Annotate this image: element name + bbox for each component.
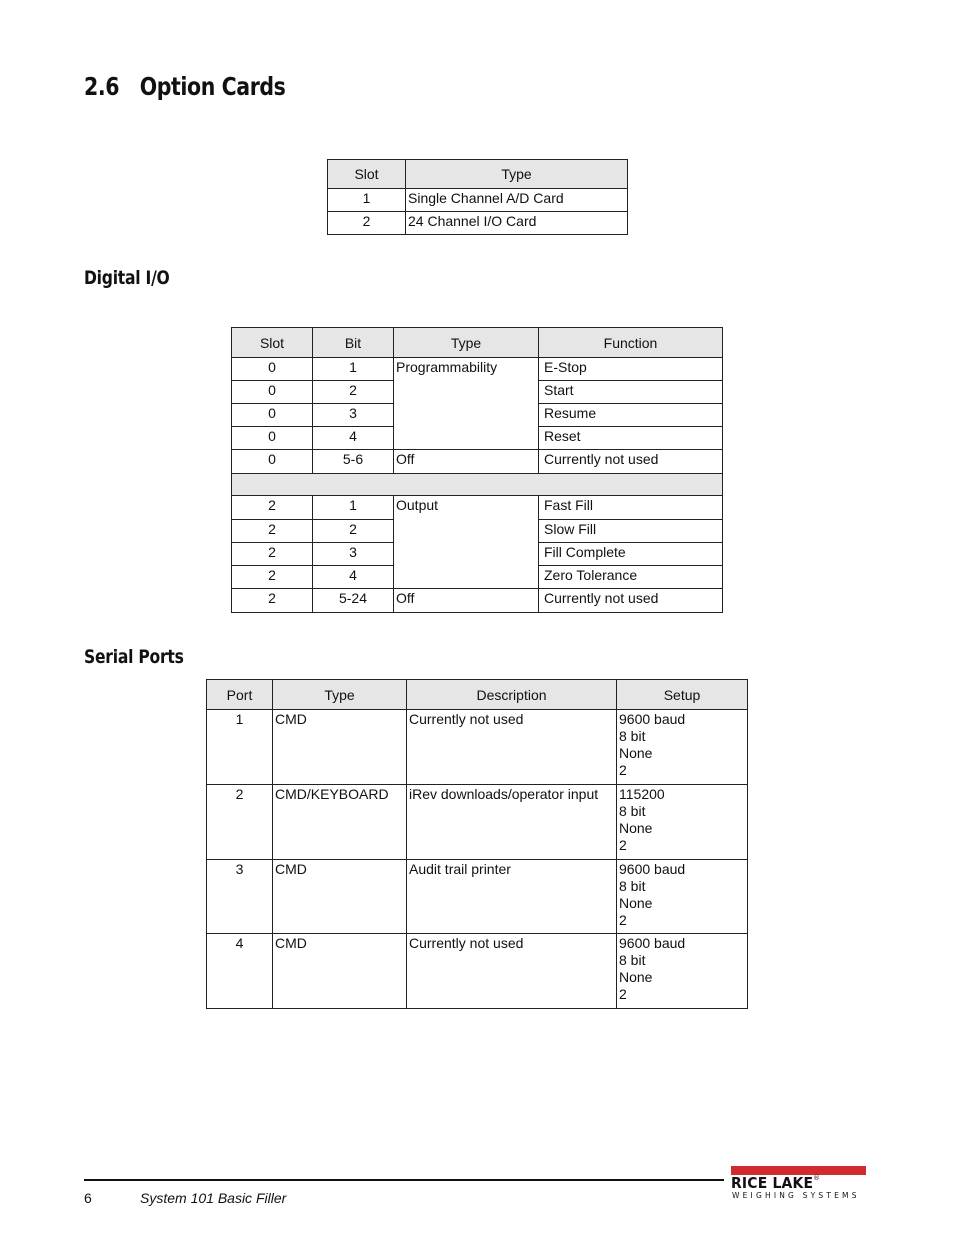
table-row [207, 860, 748, 934]
function-cell: Fast Fill [539, 496, 723, 520]
page-number: 6 [84, 1190, 92, 1206]
slot-cell: 0 [232, 358, 313, 381]
column-header: Type [406, 160, 628, 189]
setup-baud: 9600 baud [619, 711, 686, 727]
setup-parity: None [619, 895, 653, 911]
footer-rule [84, 1179, 724, 1181]
setup-parity: None [619, 820, 653, 836]
function-cell: Fill Complete [539, 543, 723, 566]
slot-cell: 0 [232, 427, 313, 450]
type-cell: Single Channel A/D Card [406, 189, 628, 212]
setup-stop-bits: 2 [619, 912, 627, 928]
table-row [232, 358, 723, 381]
setup-baud: 9600 baud [619, 861, 686, 877]
digital-io-table [231, 327, 723, 613]
section-title: Option Cards [139, 72, 286, 101]
function-cell: E-Stop [539, 358, 723, 381]
column-header: Function [539, 328, 723, 358]
column-header: Setup [617, 680, 748, 710]
spacer-cell [232, 474, 723, 496]
setup-cell [617, 934, 748, 1009]
setup-data-bits: 8 bit [619, 878, 646, 894]
port-cell: 3 [207, 860, 273, 934]
bit-cell: 1 [313, 496, 394, 520]
function-cell: Currently not used [539, 589, 723, 613]
slot-cell: 0 [232, 404, 313, 427]
type-cell: CMD/KEYBOARD [273, 785, 407, 860]
table-row [207, 710, 748, 785]
document-title: System 101 Basic Filler [140, 1190, 287, 1206]
setup-cell [617, 710, 748, 785]
function-cell: Slow Fill [539, 520, 723, 543]
type-cell: CMD [273, 860, 407, 934]
setup-baud: 9600 baud [619, 935, 686, 951]
description-cell: Currently not used [407, 934, 617, 1009]
slot-cell: 2 [328, 212, 406, 235]
type-cell: CMD [273, 934, 407, 1009]
slot-cell: 1 [328, 189, 406, 212]
slot-cell: 2 [232, 520, 313, 543]
bit-cell: 5-24 [313, 589, 394, 613]
section-number: 2.6 [84, 72, 120, 101]
column-header: Type [394, 328, 539, 358]
table-row [207, 785, 748, 860]
setup-stop-bits: 2 [619, 837, 627, 853]
description-cell: Currently not used [407, 710, 617, 785]
setup-stop-bits: 2 [619, 762, 627, 778]
setup-data-bits: 8 bit [619, 728, 646, 744]
table-row [232, 496, 723, 520]
setup-parity: None [619, 969, 653, 985]
setup-cell [617, 860, 748, 934]
logo-name: RICE LAKE [731, 1174, 814, 1192]
type-cell: Off [394, 450, 539, 474]
setup-baud: 115200 [619, 786, 665, 802]
section-heading [84, 72, 285, 101]
function-cell: Zero Tolerance [539, 566, 723, 589]
table-row [328, 212, 628, 235]
port-cell: 2 [207, 785, 273, 860]
bit-cell: 2 [313, 381, 394, 404]
column-header: Bit [313, 328, 394, 358]
slot-cell: 0 [232, 381, 313, 404]
description-cell: iRev downloads/operator input [407, 785, 617, 860]
setup-data-bits: 8 bit [619, 803, 646, 819]
rice-lake-logo [728, 1165, 868, 1201]
digital-io-heading: Digital I/O [84, 267, 170, 289]
bit-cell: 1 [313, 358, 394, 381]
table-row [232, 450, 723, 474]
type-cell: CMD [273, 710, 407, 785]
slot-cell: 2 [232, 543, 313, 566]
setup-parity: None [619, 745, 653, 761]
slot-cell: 2 [232, 566, 313, 589]
port-cell: 1 [207, 710, 273, 785]
table-row [232, 589, 723, 613]
function-cell: Currently not used [539, 450, 723, 474]
bit-cell: 2 [313, 520, 394, 543]
table-row [328, 189, 628, 212]
type-cell: Output [394, 496, 539, 589]
type-cell: 24 Channel I/O Card [406, 212, 628, 235]
logo-trademark: ® [813, 1174, 820, 1182]
column-header: Slot [232, 328, 313, 358]
logo-subtitle: WEIGHING SYSTEMS [732, 1191, 860, 1200]
bit-cell: 3 [313, 404, 394, 427]
option-cards-table [327, 159, 628, 235]
bit-cell: 3 [313, 543, 394, 566]
function-cell: Reset [539, 427, 723, 450]
bit-cell: 4 [313, 427, 394, 450]
slot-cell: 0 [232, 450, 313, 474]
function-cell: Start [539, 381, 723, 404]
column-header: Type [273, 680, 407, 710]
serial-ports-table [206, 679, 748, 1009]
table-spacer-row [232, 474, 723, 496]
setup-cell [617, 785, 748, 860]
setup-stop-bits: 2 [619, 986, 627, 1002]
logo-wordmark [731, 1174, 857, 1192]
setup-data-bits: 8 bit [619, 952, 646, 968]
type-cell: Off [394, 589, 539, 613]
function-cell: Resume [539, 404, 723, 427]
table-row [207, 934, 748, 1009]
column-header: Port [207, 680, 273, 710]
description-cell: Audit trail printer [407, 860, 617, 934]
bit-cell: 5-6 [313, 450, 394, 474]
port-cell: 4 [207, 934, 273, 1009]
column-header: Slot [328, 160, 406, 189]
slot-cell: 2 [232, 496, 313, 520]
serial-ports-heading: Serial Ports [84, 646, 184, 668]
slot-cell: 2 [232, 589, 313, 613]
bit-cell: 4 [313, 566, 394, 589]
type-cell: Programmability [394, 358, 539, 450]
column-header: Description [407, 680, 617, 710]
